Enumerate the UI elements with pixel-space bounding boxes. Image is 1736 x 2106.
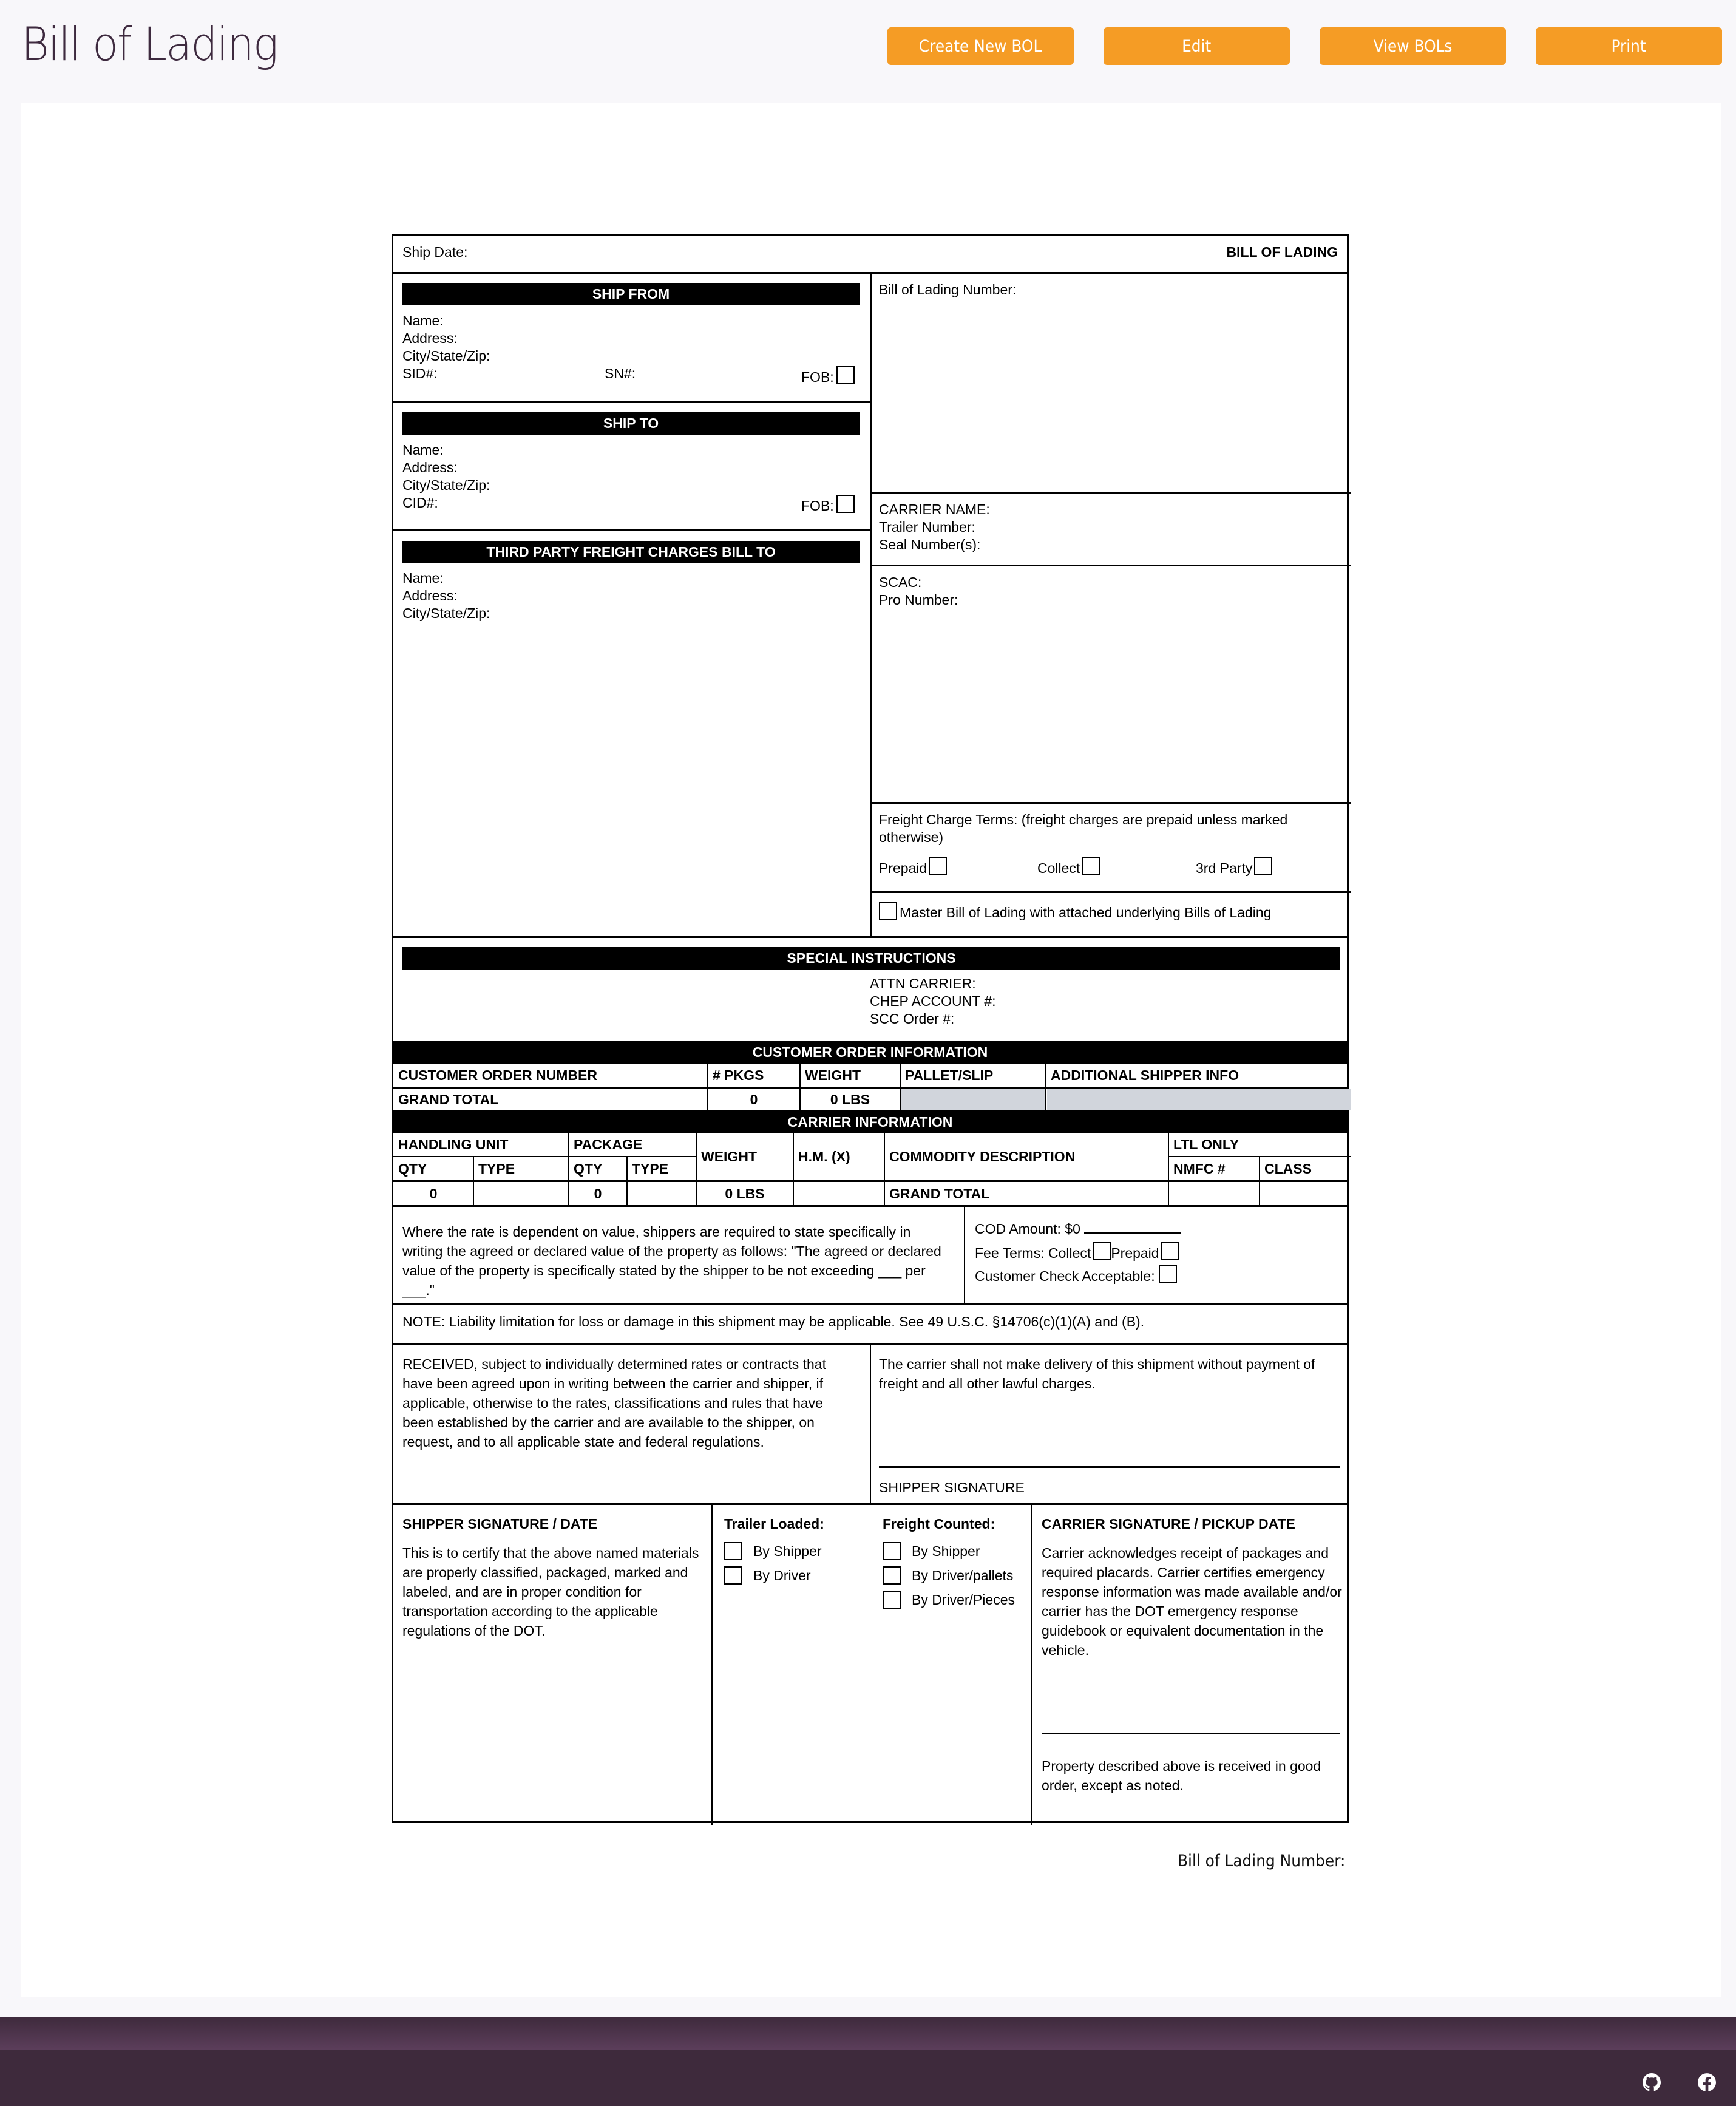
page-title: Bill of Lading bbox=[21, 17, 278, 71]
ship-to-cid: CID#: bbox=[402, 495, 438, 511]
ship-to-city: City/State/Zip: bbox=[402, 477, 490, 493]
fee-prepaid-label: Prepaid bbox=[1111, 1245, 1159, 1261]
divider bbox=[393, 936, 1347, 938]
divider bbox=[870, 1343, 871, 1504]
fob-label: FOB: bbox=[801, 369, 834, 385]
option-label: By Driver/Pieces bbox=[912, 1591, 1015, 1608]
third-party-fields bbox=[402, 569, 490, 622]
customer-check bbox=[975, 1265, 1181, 1285]
carrier-sig-heading: CARRIER SIGNATURE / PICKUP DATE bbox=[1042, 1516, 1295, 1532]
carrier-info-heading: CARRIER INFORMATION bbox=[393, 1110, 1347, 1133]
customer-order-heading: CUSTOMER ORDER INFORMATION bbox=[393, 1041, 1347, 1064]
property-received-text: Property described above is received in good order, except as noted. bbox=[1042, 1758, 1321, 1793]
divider bbox=[1259, 1157, 1260, 1205]
col-hm: H.M. (X) bbox=[798, 1149, 850, 1164]
scac-fields bbox=[879, 574, 958, 609]
edit-label: Edit bbox=[1182, 36, 1212, 56]
checkbox[interactable] bbox=[883, 1542, 901, 1560]
freight-counted-by-shipper[interactable] bbox=[883, 1539, 1015, 1563]
ship-from-name: Name: bbox=[402, 313, 444, 328]
grand-total-label: GRAND TOTAL bbox=[398, 1091, 499, 1107]
bill-of-lading-form bbox=[392, 234, 1349, 1823]
carrier-ack-text: Carrier acknowledges receipt of packages and required placards. Carrier certifies emergency response information was made available and/or carrier has the DOT emergency response guidebook or equivalent documentation in the vehicle. bbox=[1042, 1545, 1342, 1658]
freight-counted bbox=[883, 1515, 1015, 1612]
trailer-loaded-by-shipper[interactable] bbox=[724, 1539, 824, 1563]
trailer-loaded-by-driver[interactable] bbox=[724, 1563, 824, 1588]
grand-total-pkgs: 0 bbox=[750, 1091, 758, 1107]
divider bbox=[884, 1133, 885, 1205]
trailer-loaded-heading: Trailer Loaded: bbox=[724, 1516, 824, 1532]
view-bols-label: View BOLs bbox=[1373, 36, 1453, 56]
view-bols-button[interactable] bbox=[1320, 27, 1506, 65]
col-weight: WEIGHT bbox=[701, 1149, 757, 1164]
col-ltl-only: LTL ONLY bbox=[1173, 1136, 1239, 1152]
divider bbox=[393, 529, 872, 531]
special-instructions-fields bbox=[870, 975, 995, 1028]
col-package: PACKAGE bbox=[574, 1136, 643, 1152]
ship-to-name: Name: bbox=[402, 442, 444, 458]
ship-from-fob-checkbox[interactable] bbox=[836, 366, 855, 384]
ship-from-city: City/State/Zip: bbox=[402, 348, 490, 364]
carrier-name: CARRIER NAME: bbox=[879, 501, 990, 517]
col-additional-shipper-info: ADDITIONAL SHIPPER INFO bbox=[1051, 1067, 1239, 1083]
print-label: Print bbox=[1611, 36, 1647, 56]
option-label: By Shipper bbox=[753, 1543, 822, 1559]
third-party-checkbox[interactable] bbox=[1254, 857, 1272, 875]
footer-gradient-band bbox=[0, 2017, 1736, 2050]
total-hu-qty: 0 bbox=[429, 1185, 438, 1201]
shipper-certify-text: This is to certify that the above named materials are properly classified, packaged, marked and labeled, and are in proper condition for transportation according to the applicable regulations of the DOT. bbox=[402, 1545, 699, 1639]
col-customer-order-number: CUSTOMER ORDER NUMBER bbox=[398, 1067, 597, 1083]
site-footer bbox=[0, 2017, 1736, 2106]
third-party-heading: THIRD PARTY FREIGHT CHARGES BILL TO bbox=[402, 541, 860, 563]
form-title: BILL OF LADING bbox=[1226, 244, 1338, 260]
divider bbox=[870, 891, 1351, 893]
freight-counted-heading: Freight Counted: bbox=[883, 1516, 995, 1532]
divider bbox=[393, 1303, 1347, 1305]
master-bol-checkbox[interactable] bbox=[879, 902, 897, 920]
bol-number-footer: Bill of Lading Number: bbox=[1178, 1852, 1346, 1870]
grand-total-weight: 0 LBS bbox=[830, 1091, 870, 1107]
shipper-sig-date-heading: SHIPPER SIGNATURE / DATE bbox=[402, 1516, 598, 1532]
master-bol bbox=[879, 902, 1271, 922]
checkbox[interactable] bbox=[883, 1566, 901, 1585]
edit-button[interactable] bbox=[1104, 27, 1290, 65]
trailer-number: Trailer Number: bbox=[879, 519, 975, 535]
carrier-signature-line[interactable] bbox=[1042, 1733, 1340, 1734]
liability-note: NOTE: Liability limitation for loss or damage in this shipment may be applicable. See 49 U.S.C. §14706(c)(1)(A) and (B). bbox=[402, 1314, 1145, 1330]
divider bbox=[473, 1157, 474, 1205]
divider bbox=[900, 1064, 901, 1110]
bol-number-label: Bill of Lading Number: bbox=[879, 282, 1017, 297]
col-hu-type: TYPE bbox=[478, 1160, 515, 1177]
received-text: RECEIVED, subject to individually determined rates or contracts that have been agreed upon in writing between the carrier and shipper, if applicable, otherwise to the rates, classifications and rules that have been established by the carrier and are available to the shipper, on request, and to all applicable state and federal regulations. bbox=[402, 1356, 826, 1450]
shipper-signature-label: SHIPPER SIGNATURE bbox=[879, 1479, 1025, 1495]
github-icon[interactable] bbox=[1643, 2073, 1661, 2091]
col-handling-unit: HANDLING UNIT bbox=[398, 1136, 509, 1152]
divider bbox=[870, 272, 872, 938]
freight-terms-text: Freight Charge Terms: (freight charges are prepaid unless marked otherwise) bbox=[879, 812, 1288, 845]
divider bbox=[1031, 1503, 1032, 1825]
checkbox[interactable] bbox=[724, 1566, 742, 1585]
create-new-bol-label: Create New BOL bbox=[919, 36, 1042, 56]
divider bbox=[707, 1064, 708, 1110]
ship-from-heading: SHIP FROM bbox=[402, 283, 860, 305]
fee-prepaid-checkbox[interactable] bbox=[1161, 1242, 1179, 1260]
ship-date-label: Ship Date: bbox=[402, 244, 468, 260]
divider bbox=[793, 1133, 794, 1205]
third-party-city: City/State/Zip: bbox=[402, 605, 490, 621]
pro-number-label: Pro Number: bbox=[879, 592, 958, 608]
freight-counted-by-driver-pieces[interactable] bbox=[883, 1588, 1015, 1612]
shipper-signature-line[interactable] bbox=[879, 1466, 1340, 1468]
col-pallet-slip: PALLET/SLIP bbox=[905, 1067, 994, 1083]
divider bbox=[1168, 1133, 1169, 1205]
ship-to-address: Address: bbox=[402, 460, 458, 475]
fee-terms bbox=[975, 1242, 1181, 1265]
total-label: GRAND TOTAL bbox=[889, 1185, 990, 1201]
divider bbox=[964, 1205, 965, 1304]
third-party-address: Address: bbox=[402, 588, 458, 603]
chep-account: CHEP ACCOUNT #: bbox=[870, 993, 996, 1009]
prepaid-label: Prepaid bbox=[879, 860, 927, 876]
carrier-fields bbox=[879, 501, 990, 554]
col-pkg-qty: QTY bbox=[574, 1160, 603, 1177]
ship-from-address: Address: bbox=[402, 330, 458, 346]
divider bbox=[393, 1205, 1347, 1207]
pallet-slip-total-cell bbox=[901, 1089, 1046, 1110]
divider bbox=[393, 1180, 1347, 1182]
ship-from-sn: SN#: bbox=[605, 365, 636, 381]
ship-from-fields bbox=[402, 312, 490, 382]
trailer-loaded bbox=[724, 1515, 824, 1588]
col-pkg-type: TYPE bbox=[632, 1160, 669, 1177]
ship-from-fob bbox=[801, 366, 855, 386]
option-label: By Shipper bbox=[912, 1543, 980, 1559]
divider bbox=[799, 1064, 801, 1110]
cod-amount-line[interactable] bbox=[1084, 1232, 1181, 1234]
option-label: By Driver bbox=[753, 1567, 811, 1583]
freight-terms-prepaid bbox=[879, 857, 947, 877]
divider bbox=[568, 1133, 569, 1205]
divider bbox=[711, 1503, 713, 1825]
ship-from-sid: SID#: bbox=[402, 365, 438, 381]
special-instructions-heading: SPECIAL INSTRUCTIONS bbox=[402, 947, 1340, 970]
cod-fields bbox=[975, 1220, 1181, 1285]
freight-terms-collect bbox=[1037, 857, 1100, 877]
freight-counted-by-driver-pallets[interactable] bbox=[883, 1563, 1015, 1588]
create-new-bol-button[interactable] bbox=[887, 27, 1074, 65]
ship-to-fob bbox=[801, 495, 855, 515]
col-nmfc: NMFC # bbox=[1173, 1160, 1226, 1177]
total-weight: 0 LBS bbox=[725, 1185, 765, 1201]
scc-order: SCC Order #: bbox=[870, 1011, 955, 1027]
divider bbox=[870, 565, 1351, 566]
ship-to-heading: SHIP TO bbox=[402, 412, 860, 435]
divider bbox=[393, 1503, 1347, 1505]
prepaid-checkbox[interactable] bbox=[929, 857, 947, 875]
attn-carrier: ATTN CARRIER: bbox=[870, 976, 976, 991]
col-class: CLASS bbox=[1264, 1160, 1312, 1177]
master-bol-label: Master Bill of Lading with attached underlying Bills of Lading bbox=[900, 905, 1272, 920]
additional-info-total-cell bbox=[1047, 1089, 1351, 1110]
customer-check-checkbox[interactable] bbox=[1159, 1265, 1177, 1283]
facebook-icon[interactable] bbox=[1698, 2073, 1716, 2091]
collect-checkbox[interactable] bbox=[1082, 857, 1100, 875]
collect-label: Collect bbox=[1037, 860, 1080, 876]
divider bbox=[696, 1133, 697, 1205]
col-weight: WEIGHT bbox=[805, 1067, 861, 1083]
col-hu-qty: QTY bbox=[398, 1160, 427, 1177]
checkbox[interactable] bbox=[883, 1591, 901, 1609]
cod-amount bbox=[975, 1220, 1181, 1242]
third-party-label: 3rd Party bbox=[1196, 860, 1253, 876]
cod-amount-label: COD Amount: $0 bbox=[975, 1221, 1080, 1237]
print-button[interactable] bbox=[1536, 27, 1722, 65]
ship-to-fob-checkbox[interactable] bbox=[836, 495, 855, 513]
customer-check-label: Customer Check Acceptable: bbox=[975, 1268, 1155, 1284]
divider bbox=[1045, 1064, 1046, 1110]
divider bbox=[393, 401, 872, 403]
col-pkgs: # PKGS bbox=[713, 1067, 764, 1083]
divider bbox=[870, 492, 1351, 494]
fee-terms-label: Fee Terms: Collect bbox=[975, 1245, 1091, 1261]
checkbox[interactable] bbox=[724, 1542, 742, 1560]
freight-terms-3rd-party bbox=[1196, 857, 1272, 877]
fob-label: FOB: bbox=[801, 498, 834, 514]
scac-label: SCAC: bbox=[879, 574, 922, 590]
divider bbox=[870, 802, 1351, 804]
fee-collect-checkbox[interactable] bbox=[1093, 1242, 1111, 1260]
third-party-name: Name: bbox=[402, 570, 444, 586]
seal-numbers: Seal Number(s): bbox=[879, 537, 981, 552]
option-label: By Driver/pallets bbox=[912, 1567, 1014, 1583]
col-commodity-description: COMMODITY DESCRIPTION bbox=[889, 1149, 1076, 1164]
total-pkg-qty: 0 bbox=[594, 1185, 602, 1201]
no-delivery-text: The carrier shall not make delivery of this shipment without payment of freight and all other lawful charges. bbox=[879, 1356, 1315, 1391]
declared-value-text: Where the rate is dependent on value, shippers are required to state specifically in writing the agreed or declared value of the property as follows: "The agreed or declared value of the property is specifically stated by the shipper to be not exceeding ___ per ___." bbox=[402, 1224, 941, 1298]
ship-to-fields bbox=[402, 441, 490, 512]
divider bbox=[626, 1157, 628, 1205]
